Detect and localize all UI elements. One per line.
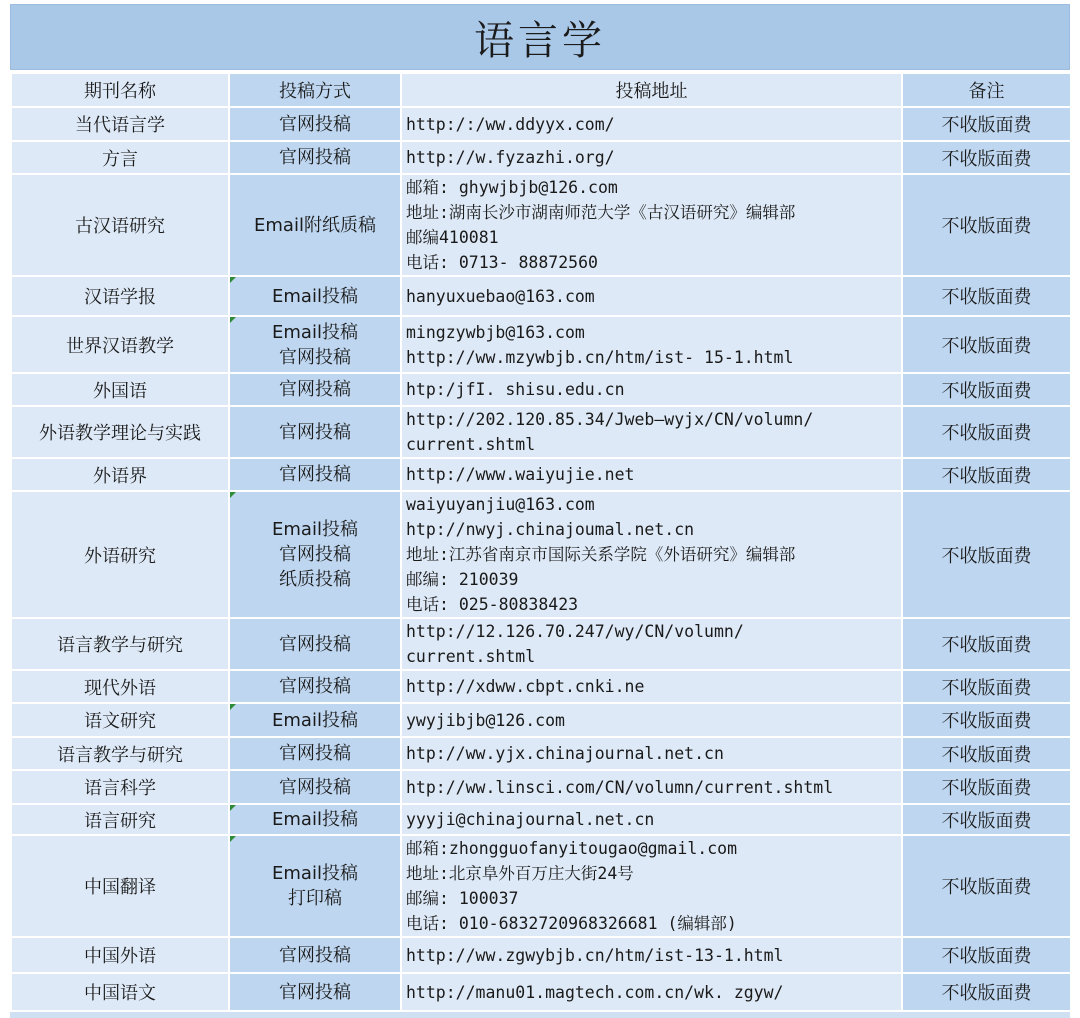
journal-sheet [10,4,1070,1018]
submission-method [229,276,401,316]
fee-note: 不收版面费 [902,835,1071,937]
fee-note: 不收版面费 [902,973,1071,1011]
fee-note: 不收版面费 [902,491,1071,618]
table-row [11,373,1071,406]
fee-note: 不收版面费 [902,703,1071,737]
address-line: hanyuxuebao@163.com [406,286,595,306]
submission-method-line: 官网投稿 [279,113,351,135]
table-row [11,937,1071,973]
submission-method-line: 官网投稿 [279,944,351,966]
submission-method-line: Email投稿 [272,863,358,884]
submission-method [229,835,401,937]
sheet-title: 语言学 [10,4,1070,70]
journal-table [10,72,1072,1012]
submission-address [401,703,902,737]
fee-note: 不收版面费 [902,373,1071,406]
address-line: htp://ww.yjx.chinajournal.net.cn [406,744,724,763]
fee-note: 不收版面费 [902,804,1071,835]
address-line: htp://ww.linsci.com/CN/volumn/current.shtml [406,777,834,797]
address-line: 地址:江苏省南京市国际关系学院《外语研究》编辑部 [406,545,796,564]
table-row [11,973,1071,1011]
submission-method [229,406,401,458]
submission-method-line: 官网投稿 [279,379,351,400]
submission-method [229,107,401,141]
submission-address [401,107,902,141]
journal-name: 中国语文 [11,973,229,1011]
submission-address [401,804,902,835]
journal-name: 语文研究 [11,703,229,737]
fee-note: 不收版面费 [902,276,1071,316]
address-line: http://ww.zgwybjb.cn/htm/ist-13-1.html [406,945,784,965]
fee-note: 不收版面费 [902,618,1071,670]
submission-method [229,174,401,276]
address-line: htp://nwyj.chinajoumal.net.cn [406,520,695,539]
address-line: http://w.fyzazhi.org/ [406,148,615,167]
submission-method-line: 打印稿 [288,888,342,909]
journal-name: 外语教学理论与实践 [11,406,229,458]
submission-method [229,141,401,174]
journal-name: 外国语 [11,373,229,406]
fee-note: 不收版面费 [902,937,1071,973]
journal-name: 语言研究 [11,804,229,835]
submission-method-line: Email投稿 [272,321,358,343]
comment-marker-icon [230,704,236,710]
submission-method-line: 官网投稿 [279,464,351,485]
address-line: http://manu01.magtech.com.cn/wk. zgyw/ [406,982,784,1002]
address-line: ywyjibjb@126.com [406,710,565,730]
address-line: mingzywbjb@163.com [406,322,585,342]
table-row [11,670,1071,703]
address-line: 电话: 025-80838423 [406,595,579,614]
address-line: current.shtml [406,647,536,666]
submission-method [229,770,401,804]
submission-address [401,141,902,174]
address-line: 邮箱: ghywjbjb@126.com [406,178,618,197]
address-line: 电话: 0713- 88872560 [406,253,598,272]
journal-name: 汉语学报 [11,276,229,316]
submission-method-line: 官网投稿 [279,421,351,443]
bottom-strip [10,1012,1070,1018]
table-row [11,276,1071,316]
fee-note: 不收版面费 [902,458,1071,491]
address-line: 电话: 010-6832720968326681 (编辑部) [406,914,737,933]
fee-note: 不收版面费 [902,174,1071,276]
submission-method-line: Email投稿 [272,519,358,540]
submission-address [401,737,902,770]
journal-name: 古汉语研究 [11,174,229,276]
address-line: waiyuyanjiu@163.com [406,495,595,514]
submission-address [401,670,902,703]
header-submission-address: 投稿地址 [401,73,902,107]
submission-method [229,703,401,737]
submission-method-line: 官网投稿 [279,743,351,764]
address-line: http://xdww.cbpt.cnki.ne [406,677,645,696]
submission-address [401,973,902,1011]
submission-method [229,973,401,1011]
submission-address [401,491,902,618]
table-row [11,141,1071,174]
table-row [11,107,1071,141]
table-row [11,406,1071,458]
submission-address [401,835,902,937]
comment-marker-icon [230,317,236,323]
address-line: 邮箱:zhongguofanyitougao@gmail.com [406,839,738,858]
submission-address [401,373,902,406]
table-row [11,804,1071,835]
submission-address [401,937,902,973]
journal-name: 语言教学与研究 [11,737,229,770]
submission-method-line: 官网投稿 [279,346,351,368]
table-row [11,491,1071,618]
header-note: 备注 [902,73,1071,107]
submission-method [229,804,401,835]
submission-method-line: 官网投稿 [279,776,351,798]
table-row [11,703,1071,737]
fee-note: 不收版面费 [902,406,1071,458]
submission-method-line: 纸质投稿 [279,569,351,590]
journal-name: 中国翻译 [11,835,229,937]
submission-method [229,670,401,703]
submission-method-line: 官网投稿 [279,147,351,168]
submission-method-line: 官网投稿 [279,981,351,1003]
submission-address [401,316,902,373]
header-submission-method: 投稿方式 [229,73,401,107]
address-line: 邮编: 210039 [406,570,519,589]
address-line: yyyji@chinajournal.net.cn [406,810,655,829]
comment-marker-icon [230,277,236,283]
submission-method [229,937,401,973]
table-row [11,458,1071,491]
journal-name: 语言教学与研究 [11,618,229,670]
address-line: http://12.126.70.247/wy/CN/volumn/ [406,622,744,641]
address-line: http://ww.mzywbjb.cn/htm/ist- 15-1.html [406,347,794,367]
comment-marker-icon [230,492,236,498]
submission-method-line: Email附纸质稿 [254,214,376,236]
submission-address [401,174,902,276]
table-row [11,770,1071,804]
address-line: 邮编410081 [406,228,499,247]
submission-method [229,618,401,670]
submission-address [401,770,902,804]
submission-method-line: Email投稿 [272,809,358,830]
comment-marker-icon [230,805,236,811]
submission-method-line: 官网投稿 [279,676,351,697]
address-line: htp:/jfI. shisu.edu.cn [406,380,625,399]
header-row [11,73,1071,107]
submission-address [401,276,902,316]
fee-note: 不收版面费 [902,316,1071,373]
submission-method-line: 官网投稿 [279,544,351,565]
submission-method [229,373,401,406]
address-line: 地址:湖南长沙市湖南师范大学《古汉语研究》编辑部 [406,203,796,222]
submission-method [229,491,401,618]
submission-method-line: Email投稿 [272,709,358,731]
table-row [11,835,1071,937]
table-row [11,174,1071,276]
fee-note: 不收版面费 [902,141,1071,174]
fee-note: 不收版面费 [902,670,1071,703]
address-line: 邮编: 100037 [406,889,519,908]
submission-method [229,458,401,491]
table-row [11,316,1071,373]
journal-name: 中国外语 [11,937,229,973]
journal-name: 外语界 [11,458,229,491]
journal-name: 方言 [11,141,229,174]
fee-note: 不收版面费 [902,770,1071,804]
journal-name: 世界汉语教学 [11,316,229,373]
submission-address [401,458,902,491]
address-line: http://202.120.85.34/Jweb—wyjx/CN/volumn/ [406,410,814,429]
fee-note: 不收版面费 [902,107,1071,141]
table-row [11,618,1071,670]
address-line: http://www.waiyujie.net [406,465,635,484]
submission-address [401,406,902,458]
journal-name: 现代外语 [11,670,229,703]
address-line: 地址:北京阜外百万庄大街24号 [406,864,634,883]
submission-method [229,737,401,770]
address-line: current.shtml [406,435,536,454]
header-journal-name: 期刊名称 [11,73,229,107]
journal-name: 当代语言学 [11,107,229,141]
fee-note: 不收版面费 [902,737,1071,770]
submission-method [229,316,401,373]
address-line: http:/:/ww.ddyyx.com/ [406,114,615,134]
submission-method-line: Email投稿 [272,285,358,307]
submission-address [401,618,902,670]
table-row [11,737,1071,770]
journal-name: 语言科学 [11,770,229,804]
comment-marker-icon [230,836,236,842]
journal-name: 外语研究 [11,491,229,618]
submission-method-line: 官网投稿 [279,633,351,655]
